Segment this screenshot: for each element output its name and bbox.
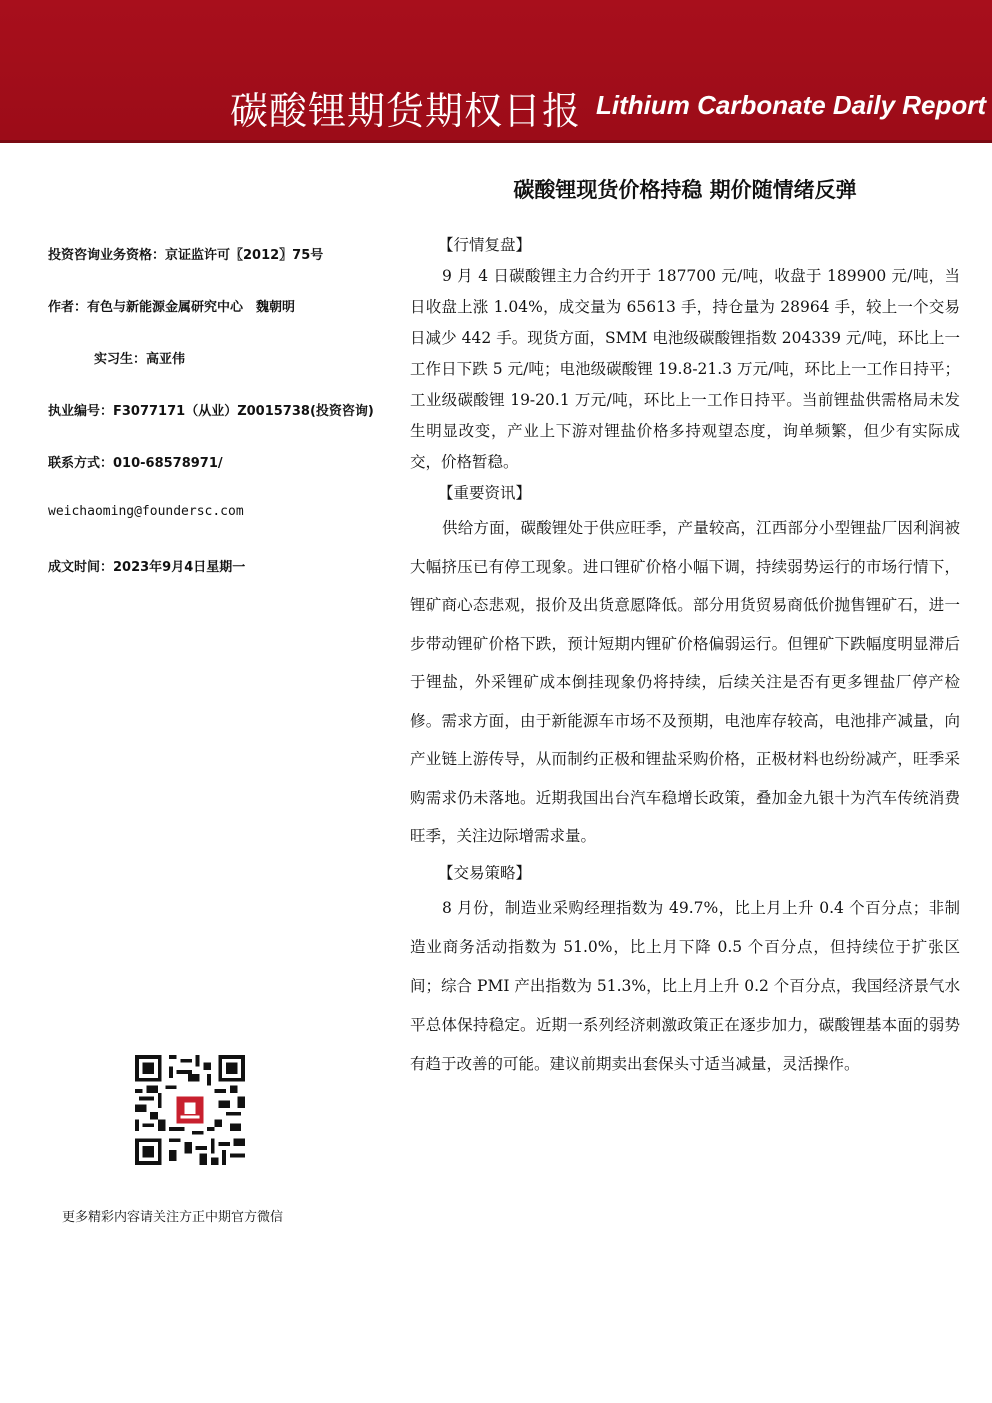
email-link[interactable]: weichaoming@foundersc.com [48, 504, 244, 519]
intern-line: 实习生：高亚伟 [94, 352, 186, 367]
section-heading: 【行情复盘】 [438, 236, 532, 254]
qr-caption: 更多精彩内容请关注方正中期官方微信 [62, 1210, 284, 1225]
section-text: 供给方面，碳酸锂处于供应旺季，产量较高，江西部分小型锂盐厂因利润被大幅挤压已有停工现象。进口锂矿价格小幅下调，持续弱势运行的市场行情下，锂矿商心态悲观，报价及出货意愿降低。部分用货贸易商低价抛售锂矿石，进一步带动锂矿价格下跌，预计短期内锂矿价格偏弱运行。但锂矿下跌幅度明显滞后于锂盐，外采锂矿成本倒挂现象仍将持续，后续关注是否有更多锂盐厂停产检修。需求方面，由于新能源车市场不及预期，电池库存较高，电池排产减量，向产业链上游传导，从而制约正极和锂盐采购价格，正极材料也纷纷减产，旺季采购需求仍未落地。近期我国出台汽车稳增长政策，叠加金九银十为汽车传统消费旺季，关注边际增需求量。 [410, 519, 960, 845]
report-title: 碳酸锂现货价格持稳 期价随情绪反弹 [513, 178, 857, 202]
section-market-review [410, 230, 960, 478]
section-text: 9 月 4 日碳酸锂主力合约开于 187700 元/吨，收盘于 189900 元/吨，当日收盘上涨 1.04%，成交量为 65613 手，持仓量为 28964 手，较上一个交易日减少 442 手。现货方面，SMM 电池级碳酸锂指数 204339 元/吨，环比上一工作日下跌 5 元/吨；电池级碳酸锂 19.8-21.3 万元/吨，环比上一工作日持平；工业级碳酸锂 19-20.1 万元/吨，环比上一工作日持平。当前锂盐供需格局未发生明显改变，产业上下游对锂盐价格多持观望态度，询单频繁，但少有实际成交，价格暂稳。 [410, 267, 960, 471]
banner-title-cn: 碳酸锂期货期权日报 [230, 89, 582, 133]
section-text: 8 月份，制造业采购经理指数为 49.7%，比上月上升 0.4 个百分点；非制造业商务活动指数为 51.0%，比上月下降 0.5 个百分点，但持续位于扩张区间；综合 PMI 产出指数为 51.3%，比上月上升 0.2 个百分点，我国经济景气水平总体保持稳定。近期一系列经济刺激政策正在逐步加力，碳酸锂基本面的弱势有趋于改善的可能。建议前期卖出套保头寸适当减量，灵活操作。 [410, 898, 960, 1073]
banner-divider [0, 140, 992, 143]
section-heading: 【重要资讯】 [438, 484, 532, 502]
banner-title-en: Lithium Carbonate Daily Report [596, 90, 987, 120]
section-heading: 【交易策略】 [438, 863, 532, 882]
section-strategy [410, 858, 960, 1084]
author-line: 作者：有色与新能源金属研究中心 魏朝明 [48, 300, 296, 315]
contact-line: 联系方式：010-68578971/ [48, 456, 223, 471]
license-line: 执业编号：F3077171（从业）Z0015738(投资咨询) [48, 404, 374, 419]
header-banner [0, 0, 992, 140]
date-line: 成文时间：2023年9月4日星期一 [48, 560, 246, 575]
wechat-qr-code-icon[interactable] [135, 1055, 245, 1165]
report-body [410, 230, 960, 1084]
qualification-line: 投资咨询业务资格：京证监许可〖2012〗75号 [48, 248, 324, 263]
section-news [410, 478, 960, 856]
